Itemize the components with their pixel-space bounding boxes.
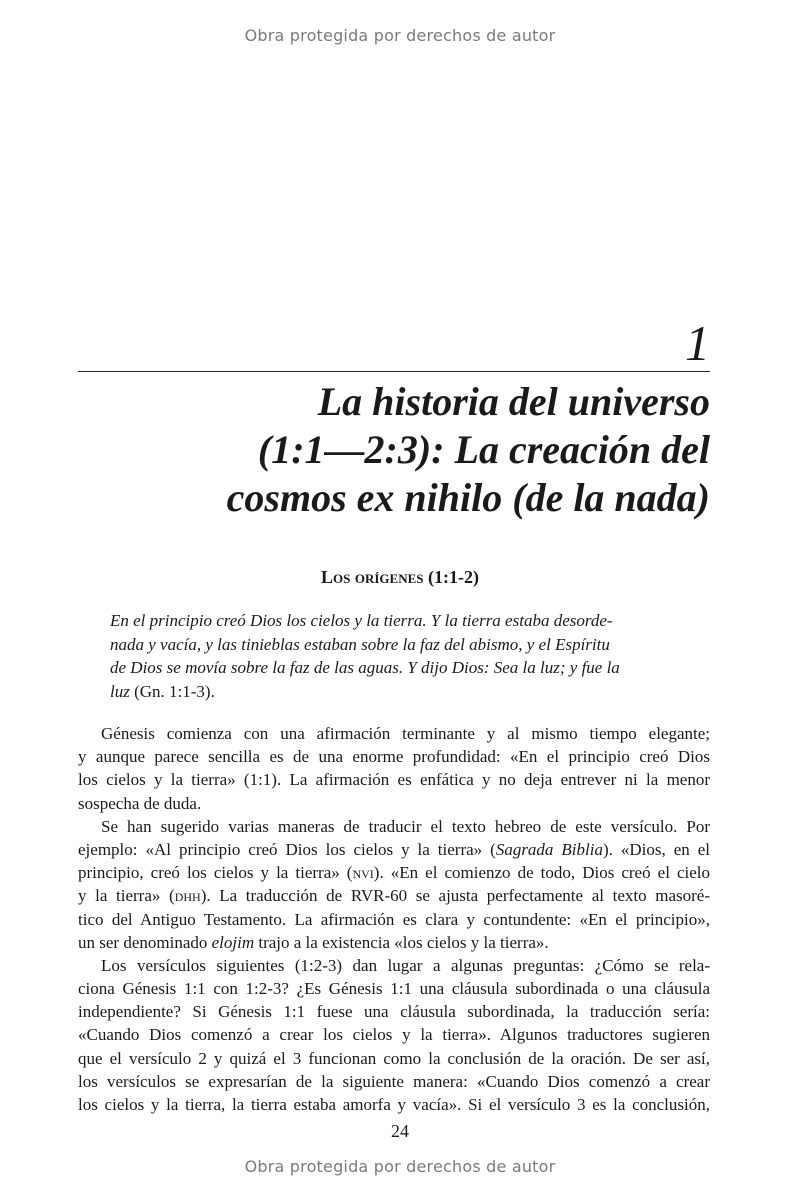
text-line: ciona Génesis 1:1 con 1:2-3? ¿Es Génesis 1:1 una cláusula subordinada o una cláusula [78,979,710,999]
copyright-watermark-bottom: Obra protegida por derechos de autor [244,1157,556,1176]
text-line: tico del Antiguo Testamento. La afirmación es clara y contundente: «En el principio», [78,909,710,929]
text-line: los cielos y la tierra» (1:1). La afirmación es enfática y no deja entrever ni la menor [78,770,710,790]
epigraph-line: nada y vacía, y las tinieblas estaban sobre la faz del abismo, y el Espíritu [110,634,610,654]
paragraph [78,815,710,954]
text-line [78,931,710,954]
epigraph [110,609,688,703]
text-line: los cielos y la tierra, la tierra estaba amorfa y vacía». Si el versículo 3 es la conclusión, [78,1095,710,1114]
text-run: un ser denominado [78,932,212,952]
text-run: principio, creó los cielos y la tierra» ( [78,863,353,883]
text-run: ). «En el comienzo de todo, Dios creó el cielo [373,863,710,883]
text-run: ). «Dios, en el [602,839,710,859]
text-line: «Cuando Dios comenzó a crear los cielos y la tierra». Algunos traductores sugieren [78,1025,710,1045]
text-line: Se han sugerido varias maneras de traducir el texto hebreo de este versículo. Por [101,816,710,836]
text-run: trajo a la existencia «los cielos y la tierra». [254,932,549,952]
text-line [78,838,710,861]
text-line: Los versículos siguientes (1:2-3) dan lugar a algunas preguntas: ¿Cómo se rela- [101,955,710,975]
italic-word: elojim [211,932,255,952]
section-heading: Los orígenes (1:1-2) [321,567,479,587]
chapter-title-line: cosmos ex nihilo (de la nada) [226,475,710,520]
epigraph-italic-word: luz [110,681,130,701]
text-line: que el versículo 2 y quizá el 3 funcionan como la conclusión de la oración. De ser así, [78,1048,710,1068]
text-line: independiente? Si Génesis 1:1 fuese una cláusula subordinada, la traducción sería: [78,1002,710,1022]
text-line [78,884,710,907]
paragraph [78,954,710,1116]
text-line: Génesis comienza con una afirmación terminante y al mismo tiempo elegante; [101,724,710,743]
copyright-watermark-top: Obra protegida por derechos de autor [244,26,556,45]
page-number: 24 [391,1121,409,1141]
abbreviation: dhh [174,886,201,906]
abbreviation: nvi [352,863,374,883]
text-line: y aunque parece sencilla es de una enorme profundidad: «En el principio creó Dios [78,747,710,767]
italic-title: Sagrada Biblia [495,839,603,859]
chapter-title-line: La historia del universo [317,379,710,424]
chapter-title [110,378,710,522]
epigraph-line: de Dios se movía sobre la faz de las aguas. Y dijo Dios: Sea la luz; y fue la [110,658,620,677]
chapter-divider [78,371,710,372]
epigraph-citation: (Gn. 1:1-3). [129,681,215,701]
paragraph [78,722,710,815]
body-text [78,722,710,1116]
text-run: y la tierra» ( [78,886,175,906]
chapter-title-line: (1:1—2:3): La creación del [257,427,710,472]
chapter-number: 1 [685,315,710,371]
text-line: los versículos se expresarían de la siguiente manera: «Cuando Dios comenzó a crear [78,1071,710,1091]
text-line: sospecha de duda. [78,793,202,813]
text-line [78,861,710,884]
text-run: ). La traducción de RVR-60 se ajusta perfectamente al texto masoré- [200,886,710,906]
epigraph-line: En el principio creó Dios los cielos y la tierra. Y la tierra estaba desorde- [110,611,613,630]
epigraph-line [110,680,688,704]
text-run: ejemplo: «Al principio creó Dios los cielos y la tierra» ( [78,839,496,859]
